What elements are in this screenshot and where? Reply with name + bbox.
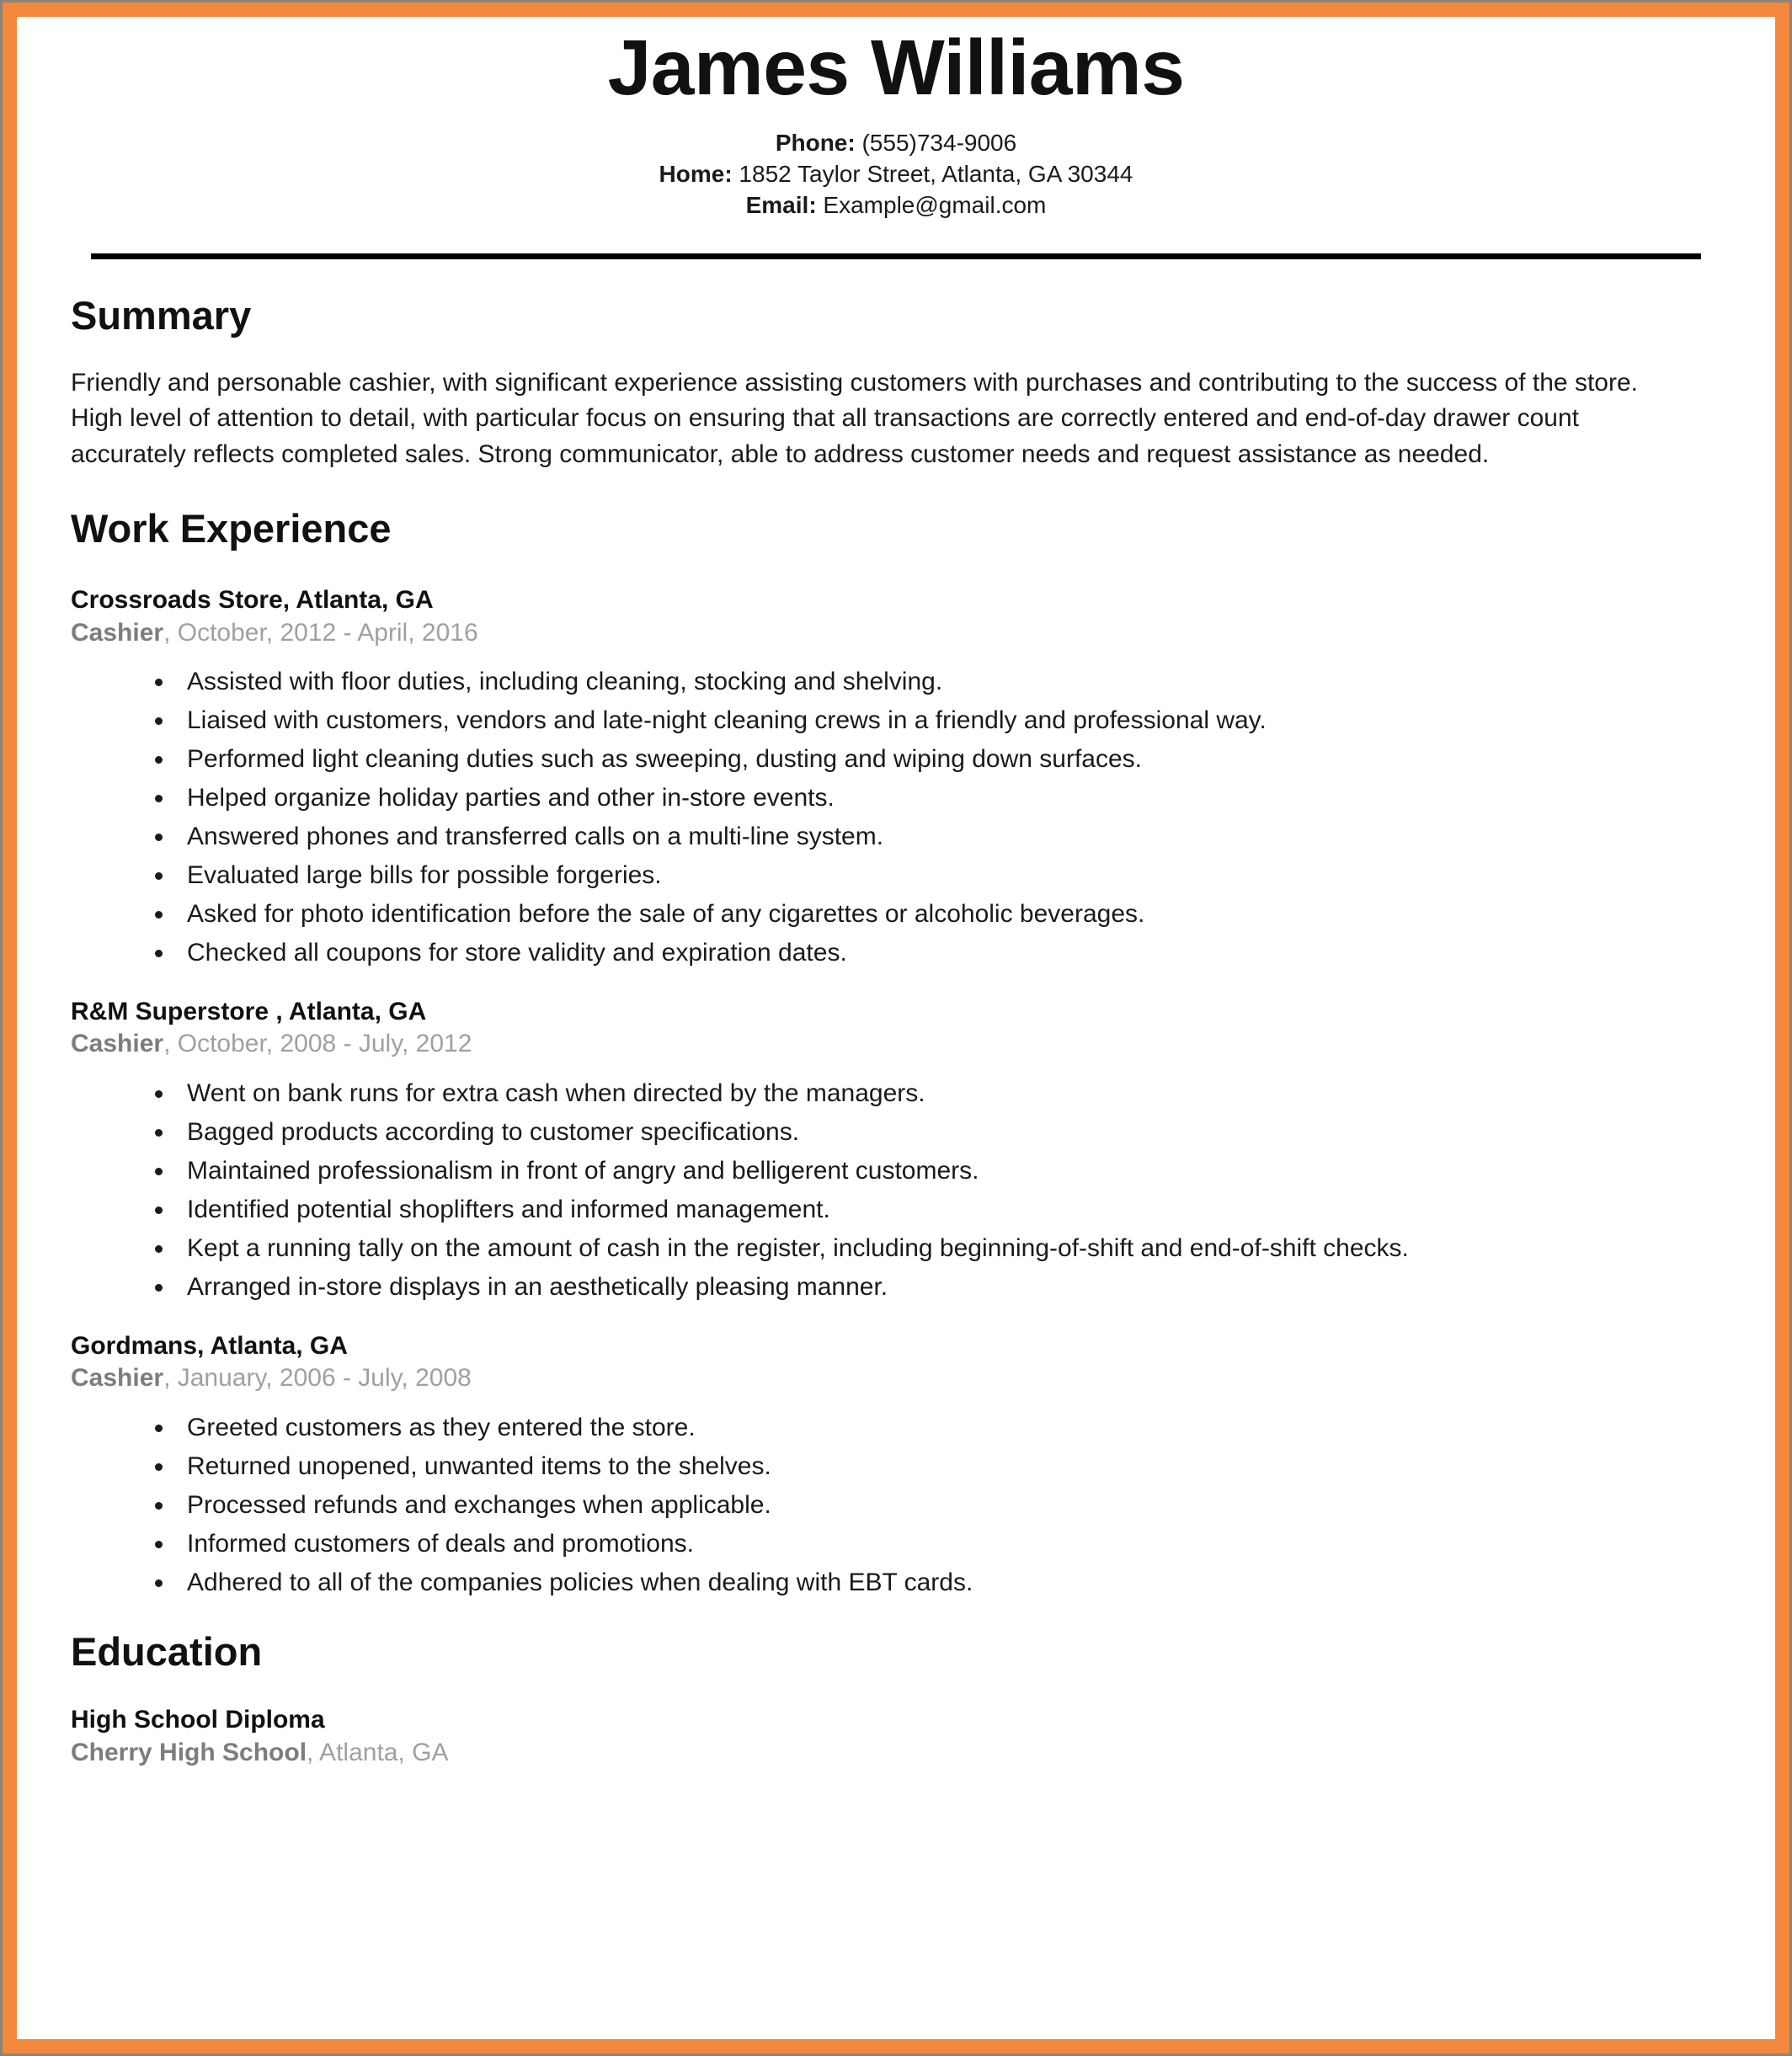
- job-company: Gordmans, Atlanta, GA: [71, 1331, 348, 1360]
- list-item: • Informed customers of deals and promotions.: [175, 1531, 1721, 1557]
- list-item: • Checked all coupons for store validity and expiration dates.: [175, 940, 1721, 966]
- list-item: • Returned unopened, unwanted items to the shelves.: [175, 1454, 1721, 1479]
- list-item: • Processed refunds and exchanges when applicable.: [175, 1493, 1721, 1518]
- job-company: R&M Superstore , Atlanta, GA: [71, 997, 427, 1025]
- education-entry: [71, 1703, 1721, 1769]
- list-item: • Answered phones and transferred calls on a multi-line system.: [175, 824, 1721, 850]
- job-meta: [71, 617, 1721, 649]
- education-school-line: [71, 1736, 1721, 1769]
- job-dates: , October, 2012 - April, 2016: [163, 618, 478, 647]
- list-item: • Assisted with floor duties, including cleaning, stocking and shelving.: [175, 669, 1721, 695]
- job-entry: [71, 584, 1721, 966]
- list-item: • Greeted customers as they entered the store.: [175, 1415, 1721, 1441]
- resume-sheet: [17, 17, 1775, 2039]
- contact-line-home: [71, 159, 1721, 190]
- list-item: • Maintained professionalism in front of angry and belligerent customers.: [175, 1158, 1721, 1184]
- job-bullets: [71, 1415, 1721, 1595]
- job-bullets: [71, 669, 1721, 966]
- list-item: • Liaised with customers, vendors and late-night cleaning crews in a friendly and professional way.: [175, 708, 1721, 733]
- list-item: • Evaluated large bills for possible forgeries.: [175, 863, 1721, 888]
- contact-line-email: [71, 190, 1721, 221]
- job-meta: [71, 1028, 1721, 1060]
- contact-line-phone: [71, 128, 1721, 159]
- job-company: Crossroads Store, Atlanta, GA: [71, 586, 434, 615]
- list-item: • Arranged in-store displays in an aesthetically pleasing manner.: [175, 1275, 1721, 1300]
- education-school-location: , Atlanta, GA: [307, 1739, 449, 1767]
- list-item: • Asked for photo identification before the sale of any cigarettes or alcoholic beverages.: [175, 902, 1721, 927]
- contact-label-email: Email:: [745, 192, 817, 219]
- contact-label-phone: Phone:: [775, 130, 856, 157]
- job-meta: [71, 1362, 1721, 1394]
- contact-block: [71, 128, 1721, 221]
- education-degree: High School Diploma: [71, 1706, 325, 1734]
- list-item: • Kept a running tally on the amount of cash in the register, including beginning-of-shift and end-of-shift checks.: [175, 1236, 1721, 1261]
- job-role: Cashier: [71, 1030, 164, 1058]
- job-entry: [71, 996, 1721, 1300]
- header-divider: [91, 253, 1701, 259]
- job-bullets: [71, 1081, 1721, 1300]
- list-item: • Bagged products according to customer specifications.: [175, 1120, 1721, 1145]
- education-school-name: Cherry High School: [71, 1739, 307, 1767]
- page-title: James Williams: [607, 24, 1185, 111]
- job-dates: , January, 2006 - July, 2008: [163, 1364, 472, 1393]
- job-role: Cashier: [71, 1364, 164, 1393]
- contact-value-home: 1852 Taylor Street, Atlanta, GA 30344: [732, 161, 1133, 188]
- job-entry: [71, 1330, 1721, 1595]
- list-item: • Performed light cleaning duties such as sweeping, dusting and wiping down surfaces.: [175, 747, 1721, 772]
- section-title-education: Education: [71, 1628, 263, 1674]
- list-item: • Identified potential shoplifters and informed management.: [175, 1197, 1721, 1222]
- list-item: • Helped organize holiday parties and other in-store events.: [175, 786, 1721, 811]
- summary-text: Friendly and personable cashier, with significant experience assisting customers with purchases and contributing to the success of the store. High level of attention to detail, with particular focus on ensuring that all transactions are correctly entered and end-of-day drawer count accurately reflects completed sales. Strong communicator, able to address customer needs and request assistance as needed.: [71, 368, 1638, 468]
- contact-value-phone: (555)734-9006: [855, 130, 1017, 157]
- section-title-work-experience: Work Experience: [71, 506, 392, 551]
- contact-label-home: Home:: [659, 161, 733, 188]
- job-dates: , October, 2008 - July, 2012: [163, 1030, 472, 1058]
- job-role: Cashier: [71, 618, 164, 647]
- list-item: • Went on bank runs for extra cash when directed by the managers.: [175, 1081, 1721, 1106]
- contact-value-email: Example@gmail.com: [816, 192, 1047, 219]
- list-item: • Adhered to all of the companies policies when dealing with EBT cards.: [175, 1570, 1721, 1595]
- section-title-summary: Summary: [71, 293, 252, 338]
